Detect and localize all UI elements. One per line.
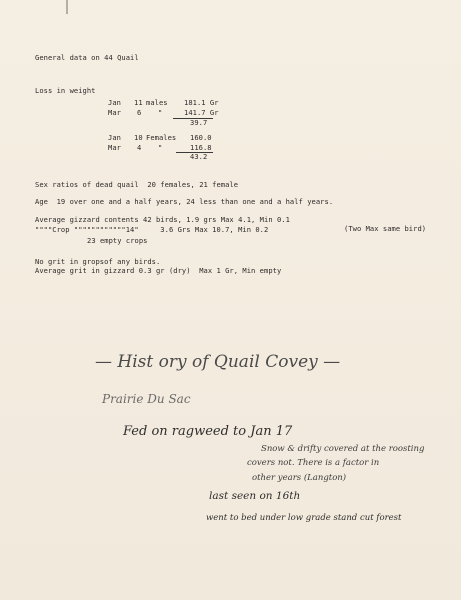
females-row-1-sex: Females <box>146 133 177 142</box>
gizzard-line-1: Average gizzard contents 42 birds, 1.9 grs Max 4.1, Min 0.1 <box>35 215 290 224</box>
females-row-1-month: Jan <box>108 133 121 142</box>
grit-line-1: No grit in gropsof any birds. <box>35 257 161 266</box>
females-row-2-month: Mar <box>108 143 121 152</box>
females-diff: 43.2 <box>190 152 208 161</box>
males-row-1-month: Jan <box>108 98 121 107</box>
handwritten-line-5: other years (Langton) <box>252 473 347 483</box>
females-row-2-count: 4 <box>137 143 142 152</box>
loss-label: Loss in weight <box>35 86 96 95</box>
females-row-1-value: 160.0 <box>190 133 212 142</box>
handwritten-line-2: Fed on ragweed to Jan 17 <box>123 424 293 439</box>
males-row-1-sex: males <box>146 98 168 107</box>
grit-line-2: Average grit in gizzard 0.3 gr (dry) Max 1 Gr, Min empty <box>35 266 282 275</box>
handwritten-line-6: last seen on 16th <box>209 490 301 502</box>
males-row-1-count: 11 <box>134 98 143 107</box>
handwritten-line-4: covers not. There is a factor in <box>247 458 380 468</box>
paper-edge-mark <box>66 0 68 14</box>
females-row-1-count: 10 <box>134 133 143 142</box>
handwritten-line-1: Prairie Du Sac <box>102 392 191 406</box>
gizzard-note: (Two Max same bird) <box>344 224 427 233</box>
handwritten-line-7: went to bed under low grade stand cut forest <box>206 513 402 523</box>
females-row-2-value: 116.8 <box>190 143 212 152</box>
age-line: Age 19 over one and a half years, 24 less than one and a half years. <box>35 197 334 206</box>
gizzard-line-2: """"Crop """"""""""""14" 3.6 Grs Max 10.7, Min 0.2 <box>35 225 269 234</box>
handwritten-line-3: Snow & drifty covered at the roosting <box>261 444 425 454</box>
males-row-2-sex: " <box>158 108 163 117</box>
males-row-2-month: Mar <box>108 108 121 117</box>
empty-crops-line: 23 empty crops <box>87 236 148 245</box>
males-row-2-count: 6 <box>137 108 142 117</box>
males-row-2-value: 141.7 Gr <box>184 108 219 117</box>
sex-ratio-line: Sex ratios of dead quail 20 females, 21 female <box>35 180 239 189</box>
females-row-2-sex: " <box>158 143 163 152</box>
doc-title: General data on 44 Quail <box>35 53 139 62</box>
handwritten-heading: — Hist ory of Quail Covey — <box>95 352 341 372</box>
males-diff: 39.7 <box>190 118 208 127</box>
males-row-1-value: 181.1 Gr <box>184 98 219 107</box>
